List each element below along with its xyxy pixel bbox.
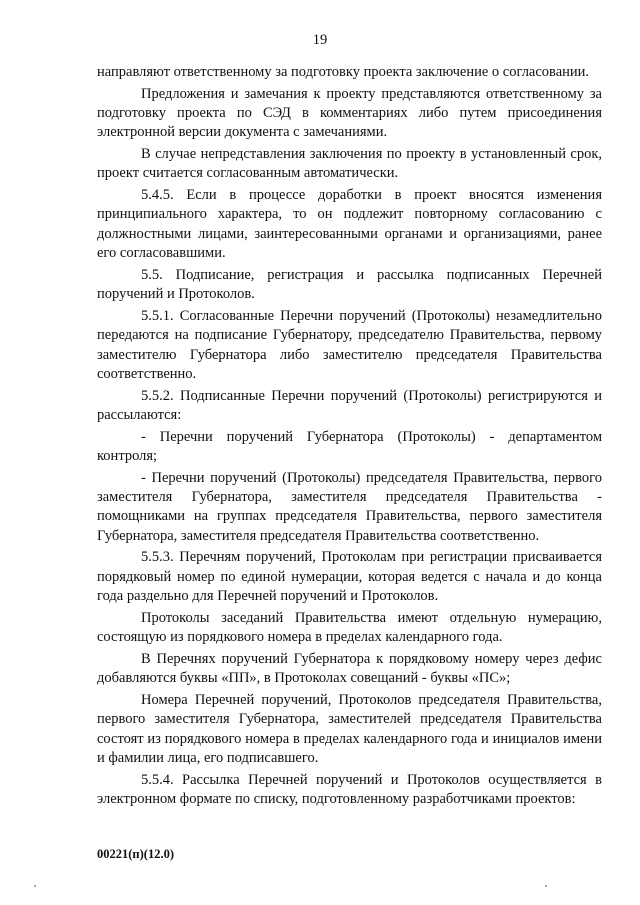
section-heading: 5.5. Подписание, регистрация и рассылка подписанных Перечней поручений и Протоколов. (97, 266, 602, 303)
document-code: 00221(п)(12.0) (97, 847, 174, 861)
paragraph: 5.5.1. Согласованные Перечни поручений (Протоколы) незамедлительно передаются на подписание Губернатору, председателю Правительства, первому заместителю Губернатора либо заместителю председателя Правительства соответственно. (97, 307, 602, 383)
paragraph: Предложения и замечания к проекту представляются ответственному за подготовку проекта по СЭД в комментариях либо путем присоединения электронной версии документа с замечаниями. (97, 85, 602, 141)
paragraph: направляют ответственному за подготовку проекта заключение о согласовании. (97, 64, 590, 80)
paragraph: В Перечнях поручений Губернатора к порядковому номеру через дефис добавляются буквы «ПП», в Протоколах совещаний - буквы «ПС»; (97, 650, 602, 687)
paragraph: В случае непредставления заключения по проекту в установленный срок, проект считается согласованным автоматически. (97, 146, 602, 182)
paragraph: 5.5.4. Рассылка Перечней поручений и Протоколов осуществляется в электронном формате по списку, подготовленному разработчиками проектов: (97, 771, 602, 808)
list-item: - Перечни поручений Губернатора (Протоколы) - департаментом контроля; (97, 428, 602, 465)
paragraph: Протоколы заседаний Правительства имеют отдельную нумерацию, состоящую из порядкового номера в пределах календарного года. (97, 609, 602, 646)
scan-speck (545, 885, 547, 887)
paragraph: 5.5.2. Подписанные Перечни поручений (Протоколы) регистрируются и рассылаются: (97, 387, 602, 424)
paragraph: Номера Перечней поручений, Протоколов председателя Правительства, первого заместителя Губернатора, заместителей председателя Правительства состоят из порядкового номера в пределах календарного года и инициалов имени и фамилии лица, его подписавшего. (97, 691, 602, 767)
paragraph: 5.5.3. Перечням поручений, Протоколам при регистрации присваивается порядковый номер по единой нумерации, которая ведется с начала и до конца года раздельно для Перечней поручений и Протоколов. (97, 549, 602, 605)
document-body (97, 63, 602, 812)
page-number: 19 (312, 32, 328, 48)
paragraph: 5.4.5. Если в процессе доработки в проект вносятся изменения принципиального характера, то он подлежит повторному согласованию с должностными лицами, заинтересованными органами и организациями, ранее его согласовавшими. (97, 187, 602, 262)
list-item: - Перечни поручений (Протоколы) председателя Правительства, первого заместителя Губернатора, заместителя председателя Правительства - помощниками на группах председателя Правительства, первого заместителя Губернатора, заместителя председателя Правительства соответственно. (97, 469, 602, 544)
scan-speck (34, 885, 36, 887)
